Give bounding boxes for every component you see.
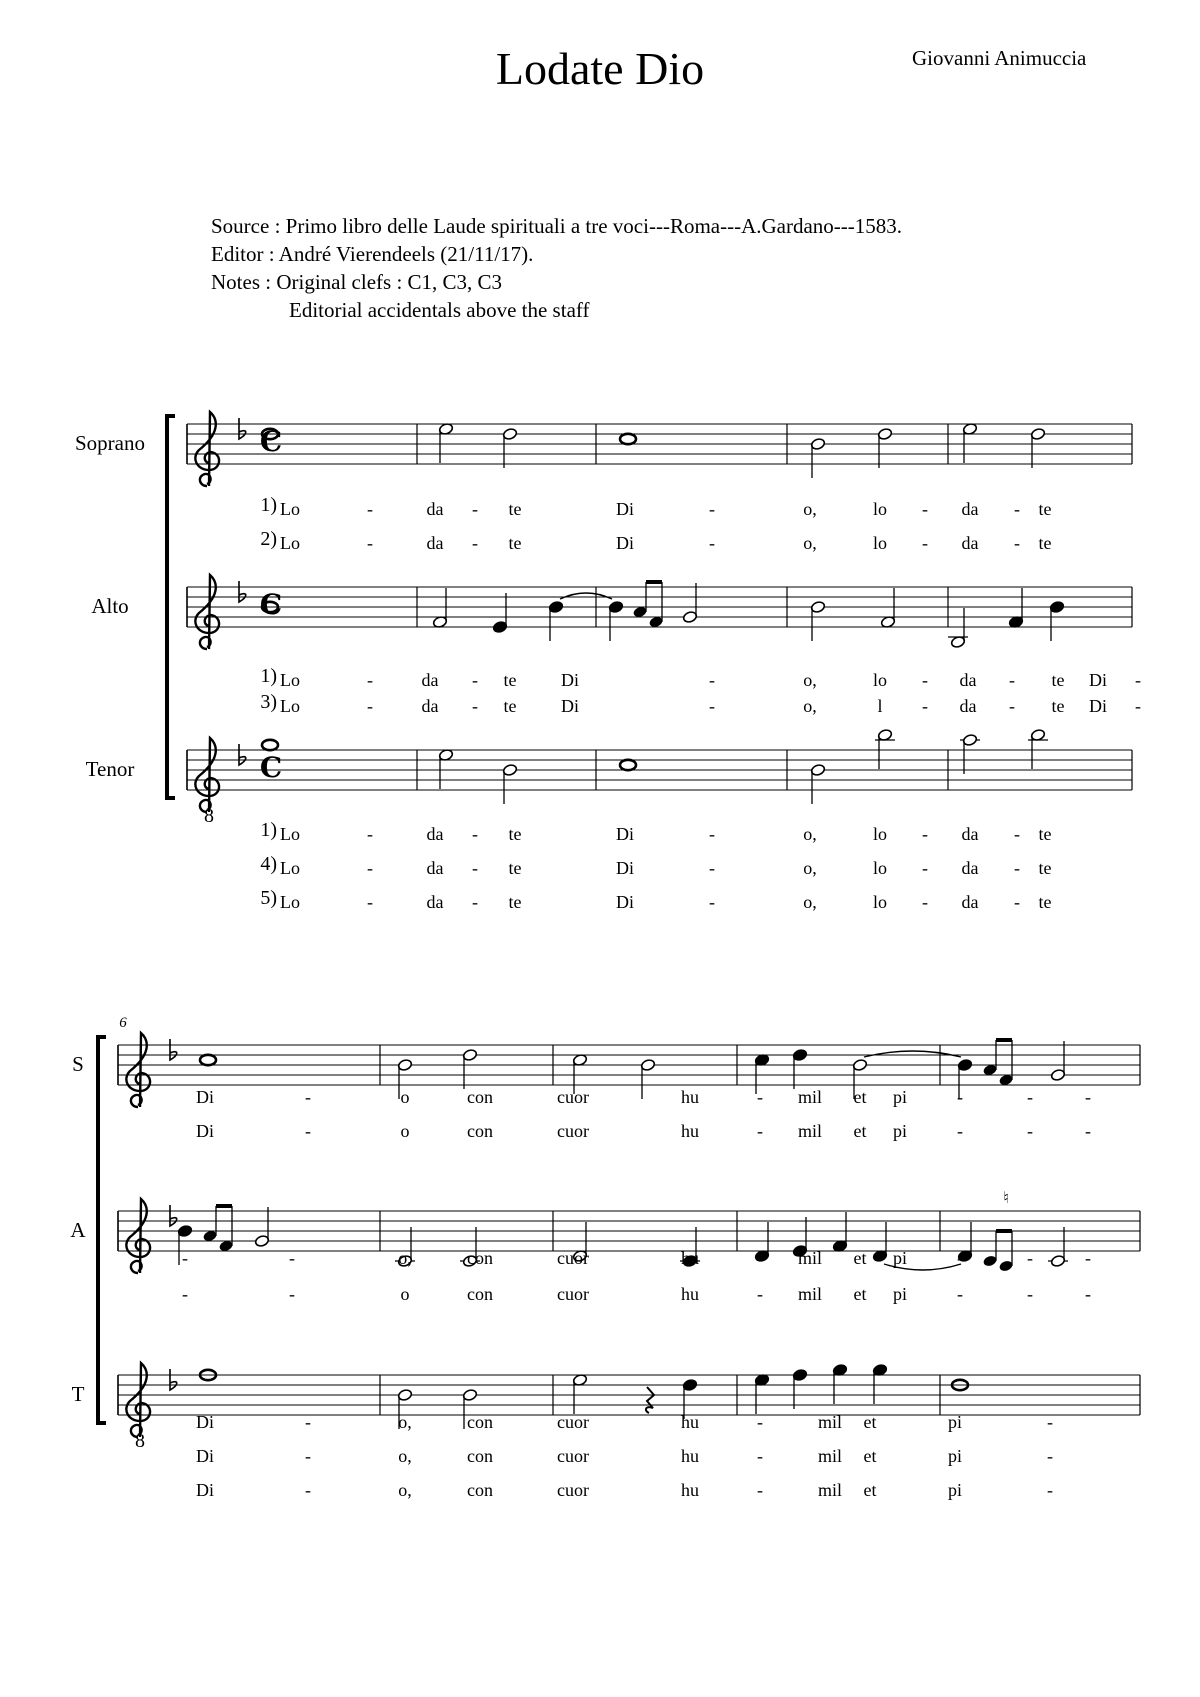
lyric-syllable: o: [400, 1284, 410, 1304]
lyric-syllable: -: [367, 696, 373, 716]
treble-clef-icon: [195, 575, 219, 649]
lyric-syllable: et: [863, 1412, 877, 1432]
lyric-syllable: -: [289, 1284, 295, 1304]
system-2: [70, 1015, 1140, 1500]
lyric-syllable: lo: [872, 892, 888, 912]
lyric-syllable: mil: [797, 1087, 823, 1107]
lyric-syllable: cuor: [557, 1284, 589, 1304]
lyric-syllable: -: [472, 824, 478, 844]
flat-icon: [170, 1039, 177, 1060]
lyric-syllable: te: [1051, 696, 1065, 716]
lyric-syllable: -: [957, 1284, 963, 1304]
flat-icon: [170, 1369, 177, 1390]
lyric-syllable: da: [961, 499, 979, 519]
lyric-syllable: mil: [797, 1248, 823, 1268]
lyric-syllable: -: [1027, 1121, 1033, 1141]
lyric-syllable: lo: [872, 499, 888, 519]
staff-a: [70, 1188, 1140, 1304]
lyric-syllable: mil: [797, 1121, 823, 1141]
lyric-syllable: mil: [797, 1284, 823, 1304]
flat-icon: [239, 418, 246, 439]
lyric-syllable: -: [1135, 670, 1141, 690]
lyric-syllable: -: [305, 1121, 311, 1141]
piece-title: Lodate Dio: [495, 43, 705, 94]
instrument-label: Tenor: [85, 757, 135, 781]
lyric-syllable: -: [472, 696, 478, 716]
lyric-syllable: -: [922, 696, 928, 716]
lyric-syllable: et: [853, 1284, 867, 1304]
lyric-syllable: lo: [872, 858, 888, 878]
octave-mark: 8: [135, 1430, 145, 1452]
lyric-syllable: Lo: [280, 858, 300, 878]
lyric-syllable: -: [957, 1248, 963, 1268]
accidentals-line: Editorial accidentals above the staff: [289, 298, 590, 322]
lyric-syllable: -: [709, 533, 715, 553]
lyric-syllable: Di: [1089, 696, 1107, 716]
treble-clef-icon: [195, 738, 219, 812]
lyric-syllable: da: [961, 533, 979, 553]
verse-number: 1): [260, 665, 277, 687]
lyric-syllable: da: [426, 892, 444, 912]
composer-name: Giovanni Animuccia: [912, 46, 1087, 70]
lyric-syllable: -: [1014, 499, 1020, 519]
measure-number: 6: [119, 1015, 127, 1031]
quarter-rest-icon: [646, 1387, 654, 1413]
lyric-syllable: -: [1014, 533, 1020, 553]
lyric-syllable: te: [503, 670, 517, 690]
lyric-syllable: -: [1135, 696, 1141, 716]
lyric-syllable: Di: [616, 499, 634, 519]
lyric-syllable: o,: [398, 1412, 412, 1432]
verse-number: 3): [260, 691, 277, 713]
lyric-syllable: cuor: [557, 1248, 589, 1268]
lyric-syllable: -: [922, 858, 928, 878]
lyric-syllable: -: [957, 1087, 963, 1107]
lyric-syllable: Lo: [280, 499, 300, 519]
lyric-syllable: -: [709, 696, 715, 716]
lyric-syllable: te: [508, 858, 522, 878]
lyric-syllable: o,: [398, 1248, 412, 1268]
instrument-label: Soprano: [75, 431, 145, 455]
whole-note: [262, 740, 278, 750]
lyric-syllable: -: [1085, 1284, 1091, 1304]
staff-t: [72, 1363, 1140, 1500]
lyric-syllable: -: [472, 670, 478, 690]
lyric-syllable: -: [757, 1480, 763, 1500]
verse-number: 2): [260, 528, 277, 550]
lyric-syllable: -: [1047, 1446, 1053, 1466]
source-line: Source : Primo libro delle Laude spirituali a tre voci---Roma---A.Gardano---1583.: [211, 214, 903, 238]
lyric-syllable: da: [426, 858, 444, 878]
lyric-syllable: da: [959, 670, 977, 690]
lyric-syllable: -: [1085, 1087, 1091, 1107]
lyric-syllable: da: [421, 696, 439, 716]
lyric-syllable: te: [508, 824, 522, 844]
lyric-syllable: te: [508, 533, 522, 553]
lyric-syllable: o,: [803, 696, 817, 716]
lyric-syllable: cuor: [557, 1121, 589, 1141]
lyric-syllable: te: [1038, 824, 1052, 844]
lyric-syllable: mil: [817, 1446, 843, 1466]
lyric-syllable: -: [182, 1248, 188, 1268]
lyric-syllable: con: [467, 1284, 493, 1304]
lyric-syllable: Di: [196, 1121, 214, 1141]
whole-note: [200, 1055, 216, 1065]
lyric-syllable: mil: [817, 1480, 843, 1500]
lyric-syllable: o: [400, 1087, 410, 1107]
lyric-syllable: o,: [803, 824, 817, 844]
lyric-syllable: hu: [681, 1284, 699, 1304]
lyric-syllable: -: [182, 1284, 188, 1304]
lyric-syllable: te: [1038, 499, 1052, 519]
flat-icon: [239, 581, 246, 602]
lyric-syllable: -: [1009, 670, 1015, 690]
lyric-syllable: te: [1038, 533, 1052, 553]
lyric-syllable: lo: [872, 824, 888, 844]
instrument-label: T: [71, 1382, 85, 1406]
instrument-label: A: [70, 1218, 86, 1242]
lyric-syllable: -: [1085, 1121, 1091, 1141]
lyric-syllable: con: [467, 1446, 493, 1466]
lyric-syllable: hu: [681, 1248, 699, 1268]
lyric-syllable: -: [1027, 1284, 1033, 1304]
lyric-syllable: da: [421, 670, 439, 690]
verse-number: 1): [260, 819, 277, 841]
lyric-syllable: o,: [803, 858, 817, 878]
lyric-syllable: o,: [803, 499, 817, 519]
lyric-syllable: da: [961, 892, 979, 912]
lyric-syllable: te: [1038, 892, 1052, 912]
lyric-syllable: -: [305, 1412, 311, 1432]
lyric-syllable: -: [367, 499, 373, 519]
lyric-syllable: -: [367, 892, 373, 912]
lyric-syllable: hu: [681, 1121, 699, 1141]
lyric-syllable: o,: [803, 892, 817, 912]
lyric-syllable: -: [1014, 824, 1020, 844]
lyric-syllable: -: [709, 670, 715, 690]
lyric-syllable: -: [922, 892, 928, 912]
lyric-syllable: -: [472, 499, 478, 519]
lyric-syllable: Di: [196, 1412, 214, 1432]
system-bracket: [167, 416, 175, 798]
lyric-syllable: et: [863, 1446, 877, 1466]
lyric-syllable: hu: [681, 1087, 699, 1107]
lyric-syllable: -: [367, 858, 373, 878]
lyric-syllable: -: [1085, 1248, 1091, 1268]
lyric-syllable: -: [757, 1248, 763, 1268]
lyric-syllable: con: [467, 1121, 493, 1141]
lyric-syllable: te: [1051, 670, 1065, 690]
lyric-syllable: con: [467, 1480, 493, 1500]
lyric-syllable: Di: [1089, 670, 1107, 690]
lyric-syllable: da: [961, 858, 979, 878]
lyric-syllable: Di: [616, 858, 634, 878]
lyric-syllable: l: [877, 696, 883, 716]
lyric-syllable: o: [400, 1121, 410, 1141]
lyric-syllable: Lo: [280, 670, 300, 690]
lyric-syllable: con: [467, 1087, 493, 1107]
common-time-icon: C: [259, 751, 283, 784]
lyric-syllable: -: [957, 1121, 963, 1141]
lyric-syllable: Lo: [280, 892, 300, 912]
lyric-syllable: -: [367, 670, 373, 690]
lyric-syllable: -: [757, 1121, 763, 1141]
lyric-syllable: pi: [947, 1446, 963, 1466]
octave-mark: 8: [204, 805, 214, 827]
lyric-syllable: Di: [616, 824, 634, 844]
natural-icon: ♮: [1003, 1188, 1009, 1207]
lyric-syllable: -: [1027, 1248, 1033, 1268]
lyric-syllable: Di: [196, 1446, 214, 1466]
lyric-syllable: -: [709, 499, 715, 519]
lyric-syllable: da: [426, 499, 444, 519]
lyric-syllable: -: [1014, 858, 1020, 878]
lyric-syllable: o,: [398, 1446, 412, 1466]
lyric-syllable: -: [289, 1248, 295, 1268]
whole-note: [620, 434, 636, 444]
staff-tenor: [86, 728, 1132, 912]
lyric-syllable: -: [367, 533, 373, 553]
lyric-syllable: o,: [398, 1480, 412, 1500]
lyric-syllable: con: [467, 1412, 493, 1432]
flat-icon: [170, 1205, 177, 1226]
lyric-syllable: pi: [892, 1284, 908, 1304]
lyric-syllable: Di: [561, 696, 579, 716]
clefs-line: Notes : Original clefs : C1, C3, C3: [211, 270, 503, 294]
lyric-syllable: Di: [561, 670, 579, 690]
lyric-syllable: -: [472, 533, 478, 553]
lyric-syllable: pi: [892, 1121, 908, 1141]
lyric-syllable: -: [922, 499, 928, 519]
verse-number: 5): [260, 887, 277, 909]
system-1: [75, 412, 1141, 912]
lyric-syllable: da: [426, 533, 444, 553]
lyric-syllable: hu: [681, 1480, 699, 1500]
treble-clef-icon: [195, 412, 219, 486]
lyric-syllable: lo: [872, 670, 888, 690]
instrument-label: Alto: [91, 594, 129, 618]
lyric-syllable: -: [922, 533, 928, 553]
lyric-syllable: -: [757, 1446, 763, 1466]
lyric-syllable: -: [1014, 892, 1020, 912]
lyric-syllable: -: [709, 824, 715, 844]
lyric-syllable: -: [757, 1284, 763, 1304]
common-time-icon: C: [259, 588, 283, 621]
lyric-syllable: -: [1047, 1412, 1053, 1432]
lyric-syllable: Lo: [280, 696, 300, 716]
lyric-syllable: o,: [803, 533, 817, 553]
staff-soprano: [75, 412, 1132, 553]
lyric-syllable: et: [853, 1121, 867, 1141]
lyric-syllable: cuor: [557, 1480, 589, 1500]
flat-icon: [239, 744, 246, 765]
lyric-syllable: lo: [872, 533, 888, 553]
lyric-syllable: -: [922, 824, 928, 844]
lyric-syllable: -: [922, 670, 928, 690]
lyric-syllable: Di: [196, 1087, 214, 1107]
tie: [560, 593, 612, 599]
whole-note: [620, 760, 636, 770]
lyric-syllable: cuor: [557, 1087, 589, 1107]
treble-clef-icon: [126, 1363, 150, 1437]
lyric-syllable: te: [1038, 858, 1052, 878]
lyric-syllable: -: [1027, 1087, 1033, 1107]
lyric-syllable: -: [757, 1412, 763, 1432]
lyric-syllable: Di: [616, 892, 634, 912]
lyric-syllable: da: [961, 824, 979, 844]
lyric-syllable: -: [305, 1446, 311, 1466]
lyric-syllable: con: [467, 1248, 493, 1268]
staff-alto: [91, 575, 1141, 716]
verse-number: 1): [260, 494, 277, 516]
lyric-syllable: mil: [817, 1412, 843, 1432]
lyric-syllable: pi: [892, 1087, 908, 1107]
lyric-syllable: te: [508, 892, 522, 912]
lyric-syllable: -: [1009, 696, 1015, 716]
lyric-syllable: et: [853, 1087, 867, 1107]
lyric-syllable: Di: [196, 1480, 214, 1500]
staff-s: [72, 1033, 1140, 1141]
lyric-syllable: -: [472, 892, 478, 912]
lyric-syllable: -: [305, 1087, 311, 1107]
common-time-icon: C: [259, 425, 283, 458]
lyric-syllable: hu: [681, 1412, 699, 1432]
lyric-syllable: cuor: [557, 1446, 589, 1466]
treble-clef-icon: [126, 1033, 150, 1107]
lyric-syllable: da: [426, 824, 444, 844]
lyric-syllable: o,: [803, 670, 817, 690]
lyric-syllable: cuor: [557, 1412, 589, 1432]
lyric-syllable: Lo: [280, 824, 300, 844]
lyric-syllable: -: [709, 858, 715, 878]
lyric-syllable: -: [367, 824, 373, 844]
lyric-syllable: pi: [892, 1248, 908, 1268]
verse-number: 4): [260, 853, 277, 875]
lyric-syllable: pi: [947, 1412, 963, 1432]
lyric-syllable: te: [503, 696, 517, 716]
lyric-syllable: hu: [681, 1446, 699, 1466]
lyric-syllable: et: [853, 1248, 867, 1268]
lyric-syllable: pi: [947, 1480, 963, 1500]
lyric-syllable: et: [863, 1480, 877, 1500]
system-bracket: [98, 1037, 106, 1423]
instrument-label: S: [72, 1052, 84, 1076]
lyric-syllable: -: [305, 1480, 311, 1500]
lyric-syllable: te: [508, 499, 522, 519]
lyric-syllable: -: [757, 1087, 763, 1107]
lyric-syllable: -: [1047, 1480, 1053, 1500]
lyric-syllable: -: [472, 858, 478, 878]
tie: [864, 1051, 961, 1057]
editor-line: Editor : André Vierendeels (21/11/17).: [211, 242, 534, 266]
treble-clef-icon: [126, 1199, 150, 1273]
lyric-syllable: -: [709, 892, 715, 912]
lyric-syllable: Di: [616, 533, 634, 553]
lyric-syllable: da: [959, 696, 977, 716]
lyric-syllable: Lo: [280, 533, 300, 553]
